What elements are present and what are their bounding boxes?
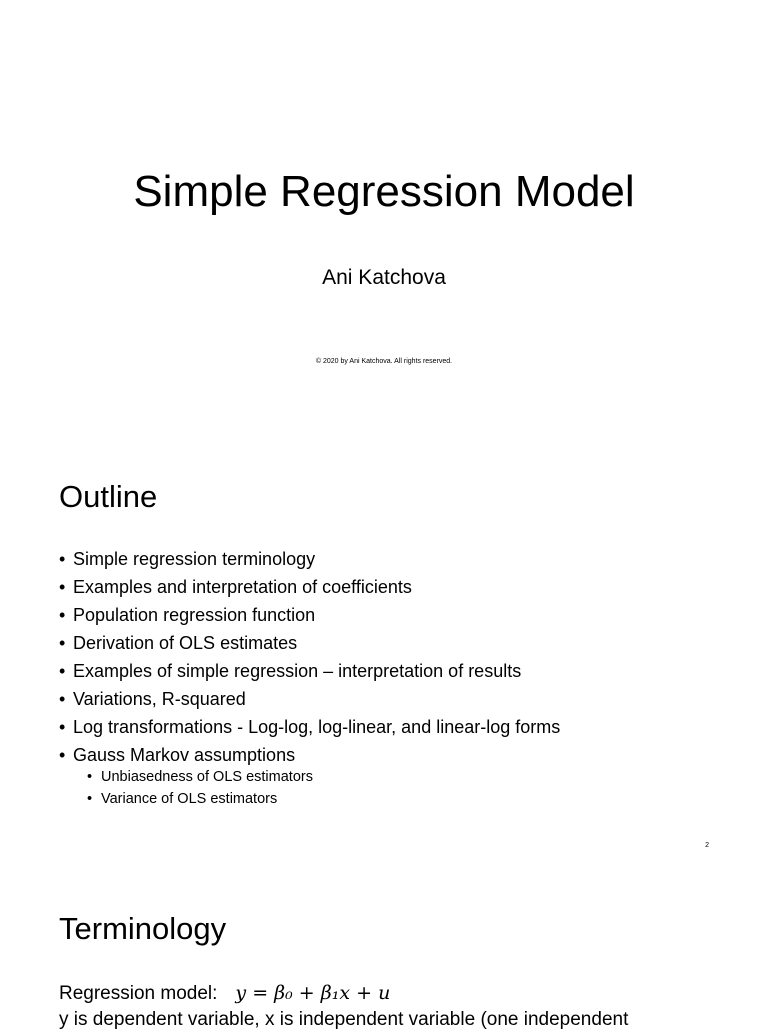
outline-item: • Derivation of OLS estimates xyxy=(59,629,560,657)
outline-item: • Gauss Markov assumptions xyxy=(59,741,560,769)
outline-item: • Population regression function xyxy=(59,601,560,629)
terminology-heading: Terminology xyxy=(59,911,227,946)
outline-item: • Variations, R-squared xyxy=(59,685,560,713)
outline-list xyxy=(59,545,560,810)
page-number: 2 xyxy=(705,842,709,849)
outline-slide xyxy=(0,432,768,864)
outline-subitem: • Variance of OLS estimators xyxy=(87,788,560,810)
outline-item: • Simple regression terminology xyxy=(59,545,560,573)
outline-sublist xyxy=(59,766,560,810)
outline-heading: Outline xyxy=(59,479,158,514)
regression-model-line xyxy=(59,979,390,1008)
variable-description: y is dependent variable, x is independent variable (one independent xyxy=(59,1009,629,1030)
model-label: Regression model: xyxy=(59,983,218,1004)
terminology-slide xyxy=(0,864,768,1030)
title-slide xyxy=(0,0,768,432)
outline-item: • Log transformations - Log-log, log-linear, and linear-log forms xyxy=(59,713,560,741)
regression-equation: y = β₀ + β₁x + u xyxy=(235,982,391,1004)
outline-subitem: • Unbiasedness of OLS estimators xyxy=(87,766,560,788)
outline-item: • Examples and interpretation of coefficients xyxy=(59,573,560,601)
slide-title: Simple Regression Model xyxy=(133,167,635,216)
outline-item: • Examples of simple regression – interpretation of results xyxy=(59,657,560,685)
copyright-notice: © 2020 by Ani Katchova. All rights reserved. xyxy=(315,358,453,365)
author-name: Ani Katchova xyxy=(322,266,446,289)
